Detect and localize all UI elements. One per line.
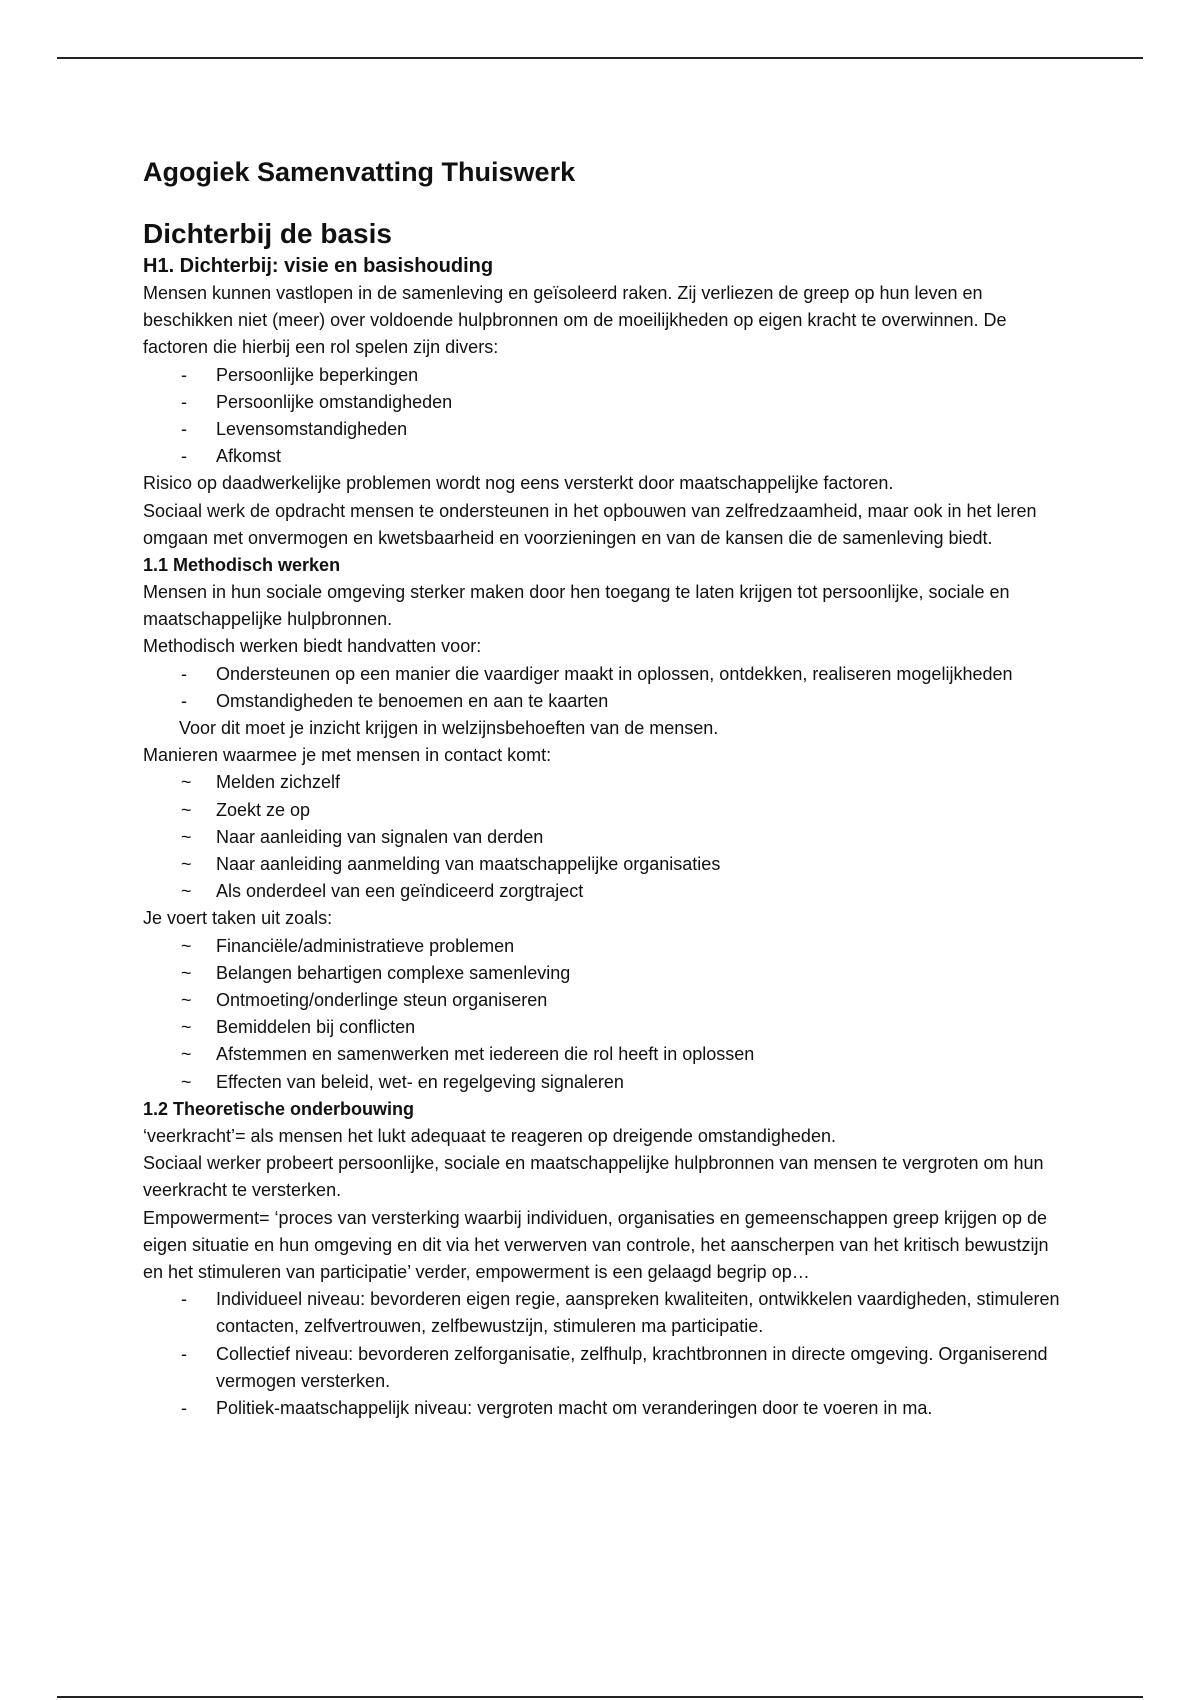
tilde-bullet: ~ — [181, 1017, 192, 1038]
risk-paragraph: Risico op daadwerkelijke problemen wordt nog eens versterkt door maatschappelijke factoren. — [143, 473, 894, 494]
list-item: ~ Zoekt ze op — [143, 797, 1063, 824]
header-rule — [57, 57, 1143, 59]
paragraph: Je voert taken uit zoals: — [143, 908, 333, 929]
chapter-heading: H1. Dichterbij: visie en basishouding — [143, 255, 494, 277]
dash-bullet: - — [181, 690, 187, 711]
section-1-2-heading: 1.2 Theoretische onderbouwing — [143, 1098, 415, 1119]
list-item: ~ Naar aanleiding aanmelding van maatschappelijke organisaties — [143, 851, 1063, 878]
list-item: ~ Ontmoeting/onderlinge steun organiseren — [143, 987, 1063, 1014]
dash-bullet: - — [181, 419, 187, 440]
dash-bullet: - — [181, 364, 187, 385]
list-item: ~ Belangen behartigen complexe samenleving — [143, 960, 1063, 987]
tilde-bullet: ~ — [181, 962, 192, 983]
levels-list — [143, 1286, 1063, 1422]
list-item: ~ Als onderdeel van een geïndiceerd zorgtraject — [143, 878, 1063, 905]
paragraph: Sociaal werker probeert persoonlijke, sociale en maatschappelijke hulpbronnen van mensen te vergroten om hun veerkracht te versterken. — [143, 1153, 1044, 1201]
tilde-bullet: ~ — [181, 1044, 192, 1065]
list-item: ~ Melden zichzelf — [143, 769, 1063, 796]
social-work-paragraph: Sociaal werk de opdracht mensen te ondersteunen in het opbouwen van zelfredzaamheid, maar ook in het leren omgaan met onvermogen en kwetsbaarheid en voorzieningen en van de kansen die de samenleving biedt. — [143, 500, 1037, 548]
list-item: ~ Financiële/administratieve problemen — [143, 933, 1063, 960]
tasks-list — [143, 933, 1063, 1096]
paragraph: Manieren waarmee je met mensen in contact komt: — [143, 745, 552, 766]
method-list — [143, 661, 1063, 715]
tilde-bullet: ~ — [181, 881, 192, 902]
list-item: - Persoonlijke omstandigheden — [143, 389, 1063, 416]
intro-paragraph: Mensen kunnen vastlopen in de samenleving en geïsoleerd raken. Zij verliezen de greep op hun leven en beschikken niet (meer) over voldoende hulpbronnen om de moeilijkheden op eigen kracht te overwinnen. De factoren die hierbij een rol spelen zijn divers: — [143, 283, 1007, 358]
dash-bullet: - — [181, 1289, 187, 1310]
paragraph: ‘veerkracht’= als mensen het lukt adequaat te reageren op dreigende omstandigheden. — [143, 1125, 836, 1146]
factors-list — [143, 362, 1063, 471]
list-item: - Individueel niveau: bevorderen eigen regie, aanspreken kwaliteiten, ontwikkelen vaardigheden, stimuleren contacten, zelfvertrouwen, zelfbewustzijn, stimuleren ma participatie. — [143, 1286, 1063, 1340]
list-item: ~ Afstemmen en samenwerken met iedereen die rol heeft in oplossen — [143, 1041, 1063, 1068]
list-item: ~ Naar aanleiding van signalen van derden — [143, 824, 1063, 851]
dash-bullet: - — [181, 663, 187, 684]
list-item: - Collectief niveau: bevorderen zelforganisatie, zelfhulp, krachtbronnen in directe omgeving. Organiserend vermogen versterken. — [143, 1341, 1063, 1395]
document-title: Agogiek Samenvatting Thuiswerk — [143, 157, 576, 187]
section-1-1-heading: 1.1 Methodisch werken — [143, 555, 341, 576]
section-title: Dichterbij de basis — [143, 218, 392, 249]
list-item: - Levensomstandigheden — [143, 416, 1063, 443]
paragraph: Empowerment= ‘proces van versterking waarbij individuen, organisaties en gemeenschappen greep krijgen op de eigen situatie en hun omgeving en dit via het verwerven van controle, het aanscherpen van het kritisch bewustzijn en het stimuleren van participatie’ verder, empowerment is een gelaagd begrip op… — [143, 1207, 1049, 1282]
list-item: - Ondersteunen op een manier die vaardiger maakt in oplossen, ontdekken, realiseren mogelijkheden — [143, 661, 1063, 688]
tilde-bullet: ~ — [181, 1071, 192, 1092]
list-item: - Persoonlijke beperkingen — [143, 362, 1063, 389]
paragraph: Methodisch werken biedt handvatten voor: — [143, 636, 482, 657]
list-item: - Afkomst — [143, 443, 1063, 470]
tilde-bullet: ~ — [181, 935, 192, 956]
dash-bullet: - — [181, 1397, 187, 1418]
list-item: - Politiek-maatschappelijk niveau: vergroten macht om veranderingen door te voeren in ma. — [143, 1395, 1063, 1422]
paragraph: Voor dit moet je inzicht krijgen in welzijnsbehoeften van de mensen. — [179, 718, 719, 739]
tilde-bullet: ~ — [181, 990, 192, 1011]
contact-list — [143, 769, 1063, 905]
list-item: ~ Effecten van beleid, wet- en regelgeving signaleren — [143, 1069, 1063, 1096]
footer-rule — [57, 1696, 1143, 1698]
dash-bullet: - — [181, 1343, 187, 1364]
document-body — [143, 140, 1063, 1422]
list-item: - Omstandigheden te benoemen en aan te kaarten — [143, 688, 1063, 715]
dash-bullet: - — [181, 446, 187, 467]
tilde-bullet: ~ — [181, 799, 192, 820]
tilde-bullet: ~ — [181, 854, 192, 875]
tilde-bullet: ~ — [181, 772, 192, 793]
tilde-bullet: ~ — [181, 826, 192, 847]
list-item: ~ Bemiddelen bij conflicten — [143, 1014, 1063, 1041]
dash-bullet: - — [181, 391, 187, 412]
paragraph: Mensen in hun sociale omgeving sterker maken door hen toegang te laten krijgen tot persoonlijke, sociale en maatschappelijke hulpbronnen. — [143, 582, 1010, 630]
